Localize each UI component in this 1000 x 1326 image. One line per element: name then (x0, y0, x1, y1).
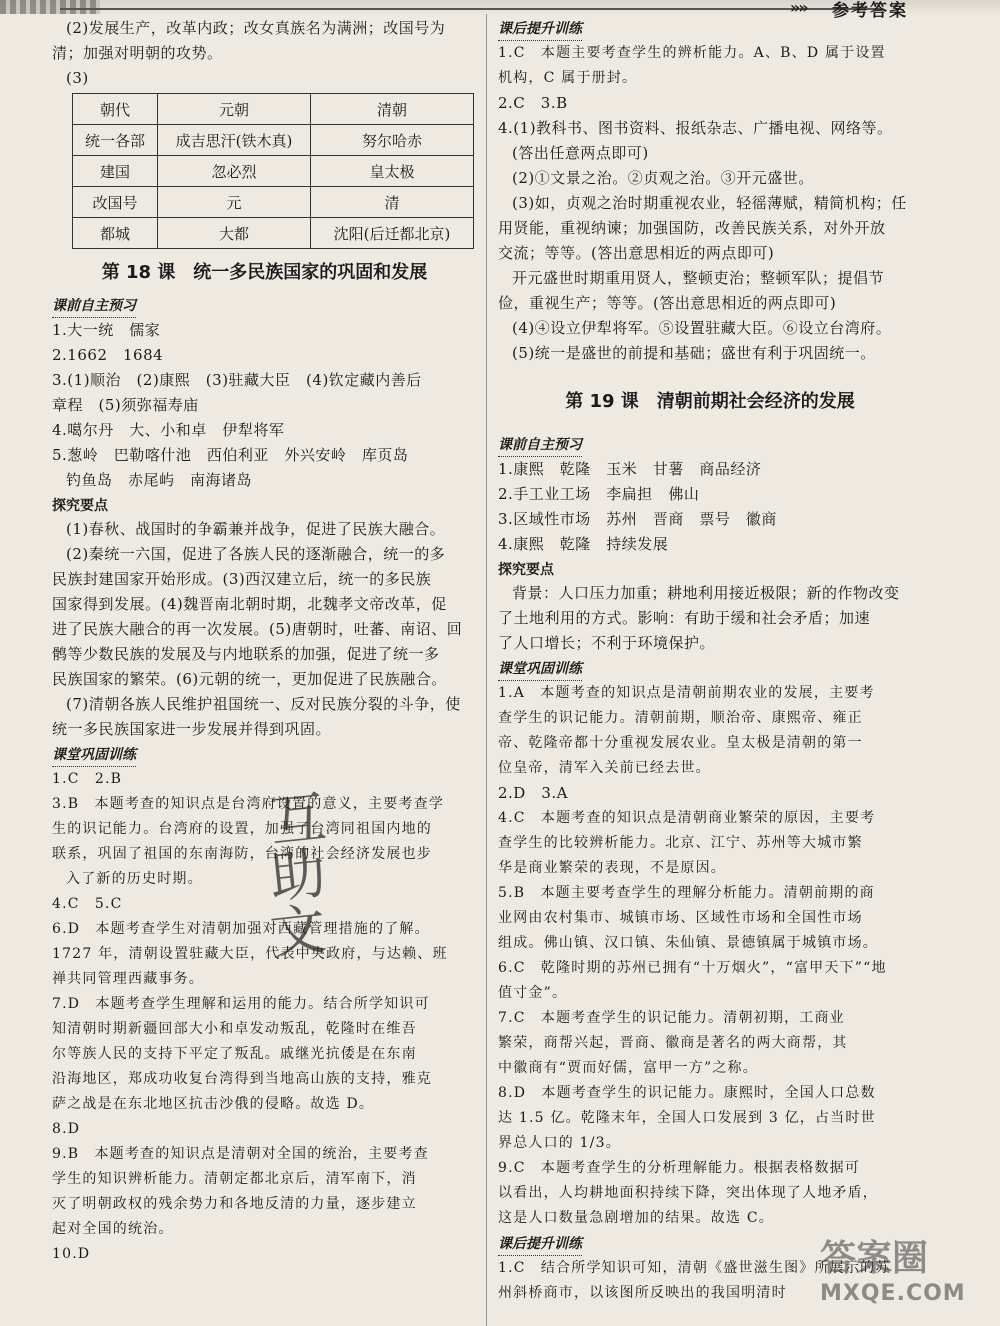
table-cell: 建国 (73, 156, 158, 187)
answer-line: 沿海地区，郑成功收复台湾得到当地高山族的支持，雅克 (52, 1071, 432, 1087)
answer-line: 交流；等等。(答出意思相近的两点即可) (498, 244, 775, 262)
answer-line: (2)秦统一六国，促进了各族人民的逐渐融合，统一的多 (66, 545, 446, 563)
answer-line: 3.区域性市场 苏州 晋商 票号 徽商 (498, 510, 777, 528)
answer-line: 4.噶尔丹 大、小和卓 伊犁将军 (52, 421, 285, 439)
dynasty-table (72, 93, 474, 249)
handwritten-char: 互 (266, 785, 330, 856)
answer-line: 中徽商有“贾而好儒，富甲一方”之称。 (498, 1060, 758, 1076)
table-row (73, 94, 474, 125)
intro-line: (2)发展生产，改革内政；改女真族名为满洲；改国号为 (66, 19, 446, 37)
handwritten-char: 助 (266, 841, 330, 912)
answer-line: 5.B 本题主要考查学生的理解分析能力。清朝前期的商 (498, 885, 875, 901)
answer-line: 7.D 本题考查学生理解和运用的能力。结合所学知识可 (52, 996, 430, 1012)
header-rule (60, 8, 880, 10)
answer-line: 7.C 本题考查学生的识记能力。清朝初期，工商业 (498, 1010, 845, 1026)
answer-line: 3.(1)顺治 (2)康熙 (3)驻藏大臣 (4)钦定藏内善后 (52, 371, 422, 389)
intro-block (52, 16, 477, 91)
answer-line: 州斜桥商市，以该图所反映出的我国明清时 (498, 1285, 787, 1301)
answer-line: 6.C 乾隆时期的苏州已拥有“十万烟火”，“富甲天下”“地 (498, 960, 887, 976)
answer-line: 起对全国的统治。 (52, 1221, 174, 1237)
table-cell: 清 (311, 187, 474, 218)
answer-line: 4.康熙 乾隆 持续发展 (498, 535, 669, 553)
answer-line: 生的识记能力。台湾府的设置，加强了台湾同祖国内地的 (52, 821, 432, 837)
table-cell: 沈阳(后迁都北京) (311, 218, 474, 249)
answer-line: 9.B 本题考查的知识点是清朝对全国的统治，主要考查 (52, 1146, 429, 1162)
answer-line: 达 1.5 亿。乾隆末年，全国人口发展到 3 亿，占当时世 (498, 1110, 876, 1126)
table-cell: 改国号 (73, 187, 158, 218)
answer-line: 5.葱岭 巴勒喀什池 西伯利亚 外兴安岭 库页岛 (52, 446, 409, 464)
intro-line: 清；加强对明朝的攻势。 (52, 44, 223, 62)
section-heading: 课后提升训练 (498, 18, 582, 41)
answer-line: (5)统一是盛世的前提和基础；盛世有利于巩固统一。 (512, 344, 876, 362)
answer-line: 联系，巩固了祖国的东南海防，台湾的社会经济发展也步 (52, 846, 432, 862)
lesson-19-title (498, 388, 922, 416)
answer-line: 业网由农村集市、城镇市场、区域性市场和全国性市场 (498, 910, 863, 926)
answer-line: 这是人口数量急剧增加的结果。故选 C。 (498, 1210, 774, 1226)
answer-line: 1.A 本题考查的知识点是清朝前期农业的发展，主要考 (498, 685, 875, 701)
answer-line: 3.B 本题考查的知识点是台湾府设置的意义，主要考查学 (52, 796, 445, 812)
answer-line: 2.1662 1684 (52, 346, 164, 364)
answer-line: 背景：人口压力加重；耕地利用接近极限；新的作物改变 (512, 584, 900, 602)
section-heading: 探究要点 (52, 498, 108, 514)
answer-line: 灭了明朝政权的残余势力和各地反清的力量，逐步建立 (52, 1196, 417, 1212)
table-cell: 忽必烈 (158, 156, 311, 187)
answer-line: 1.C 结合所学知识可知，清朝《盛世滋生图》所展示的苏 (498, 1260, 891, 1276)
answer-line: 查学生的识记能力。清朝前期，顺治帝、康熙帝、雍正 (498, 710, 863, 726)
answer-line: 开元盛世时期重用贤人，整顿吏治；整顿军队；提倡节 (512, 269, 885, 287)
answer-line: 了土地利用的方式。影响：有助于缓和社会矛盾；加速 (498, 609, 871, 627)
header-chevrons-icon: »» (790, 0, 807, 17)
table-cell: 元 (158, 187, 311, 218)
answer-line: 组成。佛山镇、汉口镇、朱仙镇、景德镇属于城镇市场。 (498, 935, 878, 951)
answer-line: 进了民族大融合的再一次发展。(5)唐朝时，吐蕃、南诏、回 (52, 620, 463, 638)
answer-line: 1727 年，清朝设置驻藏大臣，代表中央政府，与达赖、班 (52, 946, 448, 962)
answer-line: 知清朝时期新疆回部大小和卓发动叛乱，乾隆时在维吾 (52, 1021, 417, 1037)
answer-line: 了人口增长；不利于环境保护。 (498, 634, 716, 652)
lesson-title: 统一多民族国家的巩固和发展 (193, 262, 428, 283)
section-heading: 课前自主预习 (52, 295, 136, 318)
answer-line: (2)①文景之治。②贞观之治。③开元盛世。 (512, 169, 814, 187)
lesson-title: 清朝前期社会经济的发展 (656, 391, 855, 412)
handwritten-char: 文 (266, 897, 330, 968)
answer-line: 帝、乾隆帝都十分重视发展农业。皇太极是清朝的第一 (498, 735, 863, 751)
answer-line: (4)④设立伊犁将军。⑤设置驻藏大臣。⑥设立台湾府。 (512, 319, 892, 337)
answer-line: 尔等族人民的支持下平定了叛乱。戚继光抗倭是在东南 (52, 1046, 417, 1062)
section-heading: 课堂巩固训练 (52, 744, 136, 767)
answer-line: 以看出，人均耕地面积持续下降，突出体现了人地矛盾， (498, 1185, 878, 1201)
table-cell: 都城 (73, 218, 158, 249)
answer-line: 2.D 3.A (498, 784, 568, 802)
answer-line: 民族国家的繁荣。(6)元朝的统一，更加促进了民族融合。 (52, 670, 447, 688)
answer-line: 4.C 5.C (52, 896, 123, 912)
table-row (73, 156, 474, 187)
answer-line: 俭，重视生产；等等。(答出意思相近的两点即可) (498, 294, 837, 312)
watermark-url: MXQE.COM (820, 1281, 966, 1306)
answer-line: 界总人口的 1/3。 (498, 1135, 621, 1151)
section-heading: 课前自主预习 (498, 434, 582, 457)
table-cell: 成吉思汗(铁木真) (158, 125, 311, 156)
intro-line: (3) (66, 69, 89, 87)
answer-line: 统一多民族国家进一步发展并得到巩固。 (52, 720, 332, 738)
answer-line: 用贤能，重视纳谏；加强国防，改善民族关系，对外开放 (498, 219, 886, 237)
table-cell: 皇太极 (311, 156, 474, 187)
answer-line: 4.C 本题考查的知识点是清朝商业繁荣的原因，主要考 (498, 810, 876, 826)
answer-line: 学生的知识辨析能力。清朝定都北京后，清军南下，消 (52, 1171, 417, 1187)
answer-line: (3)如，贞观之治时期重视农业，轻徭薄赋，精简机构；任 (512, 194, 907, 212)
answer-line: 2.手工业工场 李扁担 佛山 (498, 485, 700, 503)
right-column (498, 16, 922, 1306)
answer-line: 1.康熙 乾隆 玉米 甘薯 商品经济 (498, 460, 762, 478)
answer-line: 4.(1)教科书、图书资料、报纸杂志、广播电视、网络等。 (498, 119, 893, 137)
answer-line: 1.大一统 儒家 (52, 321, 161, 339)
answer-line: 1.C 本题主要考查学生的辨析能力。A、B、D 属于设置 (498, 45, 886, 61)
answer-line: 2.C 3.B (498, 94, 568, 112)
answer-line: 8.D 本题考查学生的识记能力。康熙时，全国人口总数 (498, 1085, 876, 1101)
answer-line: 10.D (52, 1246, 91, 1262)
table-cell: 努尔哈赤 (311, 125, 474, 156)
answer-line: 章程 (5)须弥福寿庙 (52, 396, 199, 414)
answer-line: 繁荣，商帮兴起，晋商、徽商是著名的两大商帮，其 (498, 1035, 848, 1051)
answer-line: 机构，C 属于册封。 (498, 70, 638, 86)
section-heading: 探究要点 (498, 562, 554, 578)
header-decoration (0, 0, 100, 14)
answer-line: (7)清朝各族人民维护祖国统一、反对民族分裂的斗争，使 (66, 695, 461, 713)
answer-line: 钓鱼岛 赤尾屿 南海诸岛 (66, 471, 253, 489)
table-cell: 清朝 (311, 94, 474, 125)
left-column (52, 16, 477, 1267)
table-cell: 统一各部 (73, 125, 158, 156)
table-row (73, 187, 474, 218)
table-row (73, 125, 474, 156)
answer-line: 民族封建国家开始形成。(3)西汉建立后，统一的多民族 (52, 570, 432, 588)
answer-line: 6.D 本题考查学生对清朝加强对西藏管理措施的了解。 (52, 921, 430, 937)
answer-line: 萨之战是在东北地区抗击沙俄的侵略。故选 D。 (52, 1096, 375, 1112)
answer-line: 鹘等少数民族的发展及与内地联系的加强，促进了统一多 (52, 645, 440, 663)
lesson-number: 第 18 课 (101, 262, 176, 283)
lesson-18-title (52, 259, 477, 287)
answer-line: 9.C 本题考查学生的分析理解能力。根据表格数据可 (498, 1160, 861, 1176)
answer-line: 值寸金”。 (498, 985, 568, 1001)
answer-line: (答出任意两点即可) (512, 144, 649, 162)
section-heading: 课后提升训练 (498, 1233, 582, 1256)
answer-line: 禅共同管理西藏事务。 (52, 971, 204, 987)
section-heading: 课堂巩固训练 (498, 658, 582, 681)
header-label: 参考答案 (832, 1, 908, 21)
table-row (73, 218, 474, 249)
answer-line: 1.C 2.B (52, 771, 123, 787)
table-cell: 元朝 (158, 94, 311, 125)
column-divider (486, 14, 487, 1326)
watermark-text: 答案圈 (820, 1238, 929, 1279)
table-cell: 朝代 (73, 94, 158, 125)
table-cell: 大都 (158, 218, 311, 249)
answer-line: 华是商业繁荣的表现，不是原因。 (498, 860, 726, 876)
answer-line: 国家得到发展。(4)魏晋南北朝时期，北魏孝文帝改革，促 (52, 595, 447, 613)
answer-line: 位皇帝，清军入关前已经去世。 (498, 760, 711, 776)
lesson-number: 第 19 课 (565, 391, 639, 412)
answer-line: 8.D (52, 1121, 81, 1137)
answer-line: (1)春秋、战国时的争霸兼并战争，促进了民族大融合。 (66, 520, 446, 538)
answer-line: 查学生的比较辨析能力。北京、江宁、苏州等大城市繁 (498, 835, 863, 851)
answer-line: 入了新的历史时期。 (66, 871, 203, 887)
